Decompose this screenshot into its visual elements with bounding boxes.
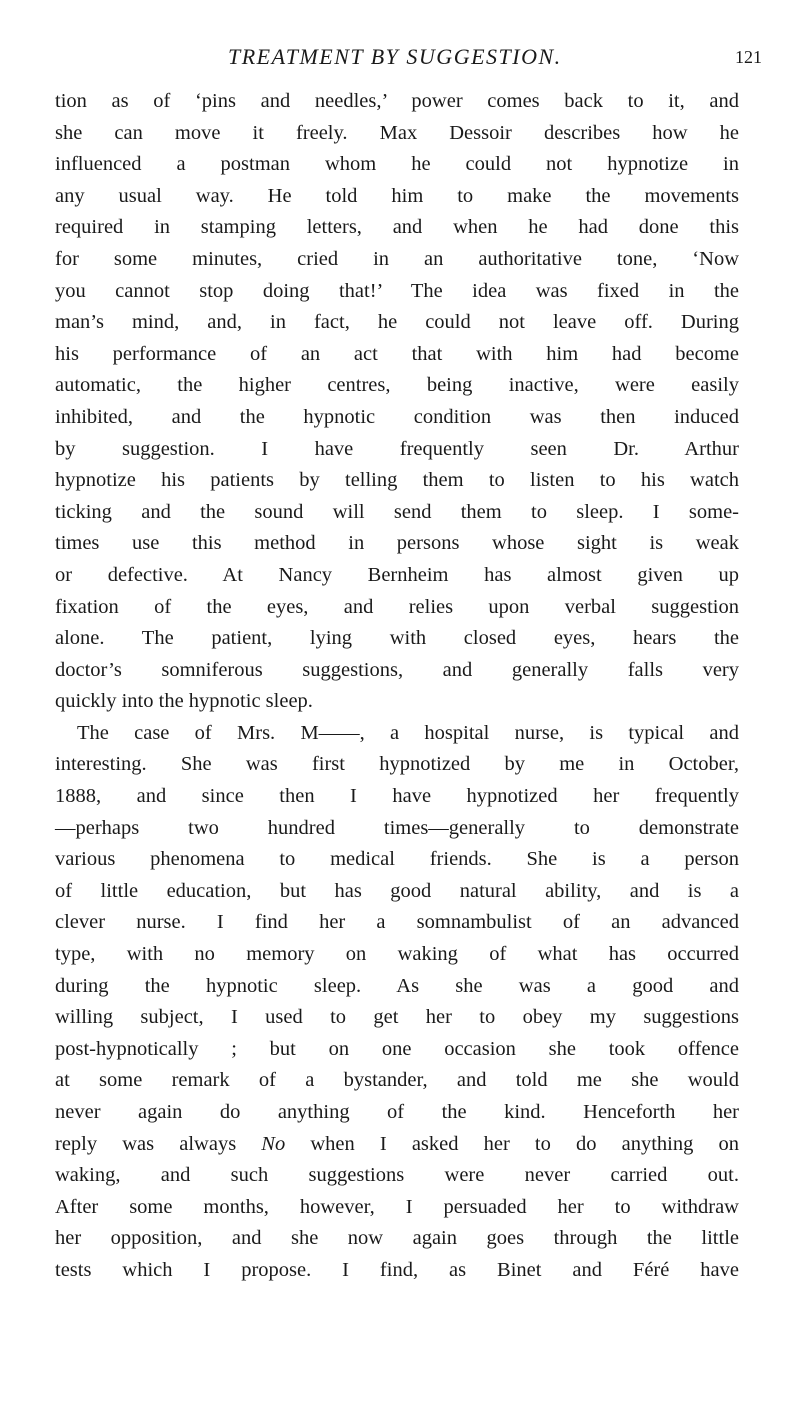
body-text [55, 86, 739, 1287]
text-line: waking, and such suggestions were never carried out. [55, 1164, 739, 1187]
text-line: times use this method in persons whose sight is weak [55, 532, 739, 555]
text-line: automatic, the higher centres, being inactive, were easily [55, 374, 739, 397]
text-line: required in stamping letters, and when he had done this [55, 216, 739, 239]
text-line: for some minutes, cried in an authoritative tone, ‘Now [55, 247, 739, 270]
text-line: After some months, however, I persuaded her to withdraw [55, 1195, 739, 1218]
text-line: quickly into the hypnotic sleep. [55, 690, 313, 713]
text-line: any usual way. He told him to make the movements [55, 184, 739, 207]
text-line: tests which I propose. I find, as Binet and Féré have [55, 1258, 739, 1281]
text-line: type, with no memory on waking of what has occurred [55, 943, 739, 966]
text-line: —perhaps two hundred times—generally to demonstrate [55, 816, 739, 839]
text-line: hypnotize his patients by telling them to listen to his watch [55, 469, 739, 492]
page-number: 121 [735, 47, 762, 67]
text-line: her opposition, and she now again goes through the little [55, 1227, 739, 1250]
text-line: man’s mind, and, in fact, he could not leave off. During [55, 311, 739, 334]
text-line: clever nurse. I find her a somnambulist of an advanced [55, 911, 739, 934]
text-line: fixation of the eyes, and relies upon verbal suggestion [55, 595, 739, 618]
text-line: The case of Mrs. M——, a hospital nurse, is typical and [77, 721, 739, 744]
text-line: ticking and the sound will send them to sleep. I some- [55, 500, 739, 523]
text-line: during the hypnotic sleep. As she was a good and [55, 974, 739, 997]
text-line: never again do anything of the kind. Henceforth her [55, 1101, 739, 1123]
running-title: TREATMENT BY SUGGESTION. [228, 44, 562, 69]
text-line: you cannot stop doing that!’ The idea was fixed in the [55, 279, 739, 302]
text-line: of little education, but has good natural ability, and is a [55, 879, 739, 902]
text-line: alone. The patient, lying with closed eyes, hears the [55, 627, 739, 650]
text-line: willing subject, I used to get her to obey my suggestions [55, 1006, 739, 1029]
text-line: influenced a postman whom he could not hypnotize in [55, 153, 739, 176]
text-line: post-hypnotically ; but on one occasion she took offence [55, 1037, 739, 1060]
text-line: reply was always No when I asked her to do anything on [55, 1132, 739, 1155]
text-line: she can move it freely. Max Dessoir describes how he [55, 121, 739, 144]
running-head [0, 40, 800, 74]
text-line: 1888, and since then I have hypnotized her frequently [55, 785, 739, 808]
text-line: by suggestion. I have frequently seen Dr. Arthur [55, 437, 739, 460]
text-line: his performance of an act that with him had become [55, 342, 739, 365]
text-line: tion as of ‘pins and needles,’ power comes back to it, and [55, 90, 739, 112]
text-line: doctor’s somniferous suggestions, and generally falls very [55, 658, 739, 681]
text-line: inhibited, and the hypnotic condition was then induced [55, 405, 739, 428]
text-line: at some remark of a bystander, and told me she would [55, 1069, 739, 1092]
text-line: or defective. At Nancy Bernheim has almost given up [55, 563, 739, 586]
text-line: various phenomena to medical friends. She is a person [55, 848, 739, 871]
text-line: interesting. She was first hypnotized by me in October, [55, 753, 739, 776]
